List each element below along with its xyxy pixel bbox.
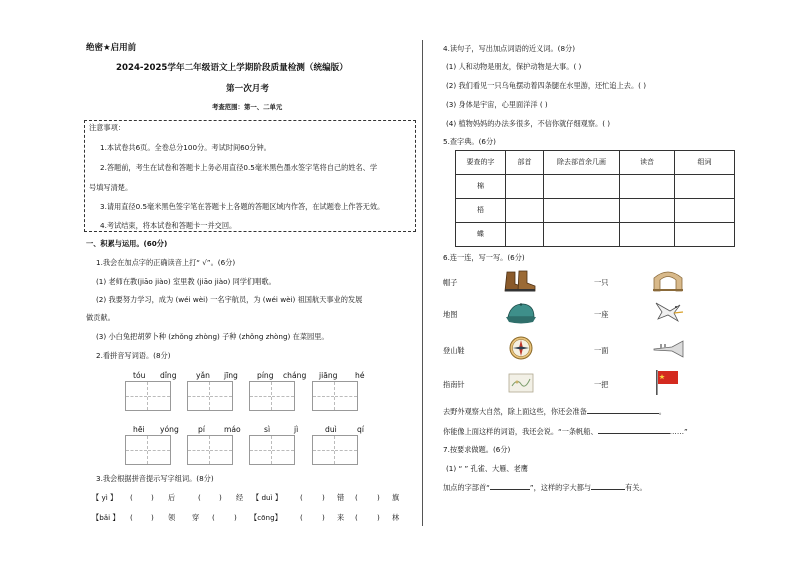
pinyin: dǐng: [160, 371, 177, 380]
q1-line: 做贡献。: [86, 313, 115, 322]
q3-paren: ): [151, 493, 154, 502]
write-box[interactable]: [187, 381, 233, 411]
match-word: 地图: [443, 310, 458, 319]
q3-paren: ): [377, 493, 380, 502]
q3-paren: (: [198, 493, 201, 502]
table-cell[interactable]: [544, 223, 620, 247]
measure-word: 一座: [594, 310, 609, 319]
q7-line: (1) “ ” 孔雀、大雁、老鹰: [446, 464, 528, 473]
match-word: 登山鞋: [443, 346, 465, 355]
arch-icon: [650, 266, 686, 292]
q3-paren: (: [300, 493, 303, 502]
secret-label: 绝密★启用前: [86, 43, 137, 53]
table-cell[interactable]: [506, 199, 544, 223]
notice-item: 号填写清楚。: [89, 183, 133, 192]
write-box[interactable]: [249, 381, 295, 411]
q6-sentence: [443, 408, 666, 415]
q3-char: 错: [337, 493, 345, 502]
q3-paren: (: [300, 513, 303, 522]
q3-pinyin: 【cōng】: [250, 513, 282, 522]
table-cell: 棉: [456, 175, 506, 199]
q3-paren: (: [130, 493, 133, 502]
q3-paren: (: [355, 513, 358, 522]
match-word: 指南针: [443, 380, 465, 389]
q4-item: (2) 我们看见一只乌龟摆动着四条腿在水里游，还忙追上去。( ): [446, 81, 647, 90]
dictionary-table: [455, 150, 735, 247]
table-cell[interactable]: [675, 199, 735, 223]
q3-pinyin: 【 yì 】: [92, 493, 118, 502]
table-cell[interactable]: [506, 223, 544, 247]
q4-item: (4) 植物妈妈的办法多很多，不信你就仔细观察。( ): [446, 119, 611, 128]
trumpet-icon: [650, 336, 686, 362]
q1-line: (1) 老师在教(jiāo jiào) 室里教 (jiāo jiào) 同学们唱歌。: [96, 277, 276, 286]
notice-item: 1.本试卷共6页。全卷总分100分。考试时间60分钟。: [100, 143, 271, 152]
table-header: 部首: [506, 151, 544, 175]
table-header: 组词: [675, 151, 735, 175]
q3-char: 林: [392, 513, 400, 522]
q3-char: 领: [168, 513, 176, 522]
table-cell: 梧: [456, 199, 506, 223]
q5-prompt: 5.查字典。(6分): [443, 137, 496, 146]
notice-title: 注意事项：: [89, 123, 125, 132]
notice-item: 2.答题前，考生在试卷和答题卡上务必用直径0.5毫米黑色墨水签字笔将自己的姓名、学: [100, 163, 378, 172]
q3-char: 经: [236, 493, 244, 502]
exam-scope: 考查范围：第一、二单元: [212, 103, 283, 111]
write-box[interactable]: [125, 435, 171, 465]
q7-text: ”，这样的字大都与: [529, 483, 592, 492]
table-cell[interactable]: [506, 175, 544, 199]
pinyin: sì: [264, 425, 271, 434]
q3-paren: ): [377, 513, 380, 522]
pinyin: cháng: [283, 371, 307, 380]
pinyin: hēi: [133, 425, 145, 434]
q6-sentence-text: 你能像上面这样的词语，我还会说。“一条帆船、: [443, 427, 598, 436]
write-box[interactable]: [125, 381, 171, 411]
q6-sentence-end: ……”: [669, 427, 688, 436]
flag-icon: [650, 369, 686, 395]
q7-line: [443, 484, 647, 491]
q1-prompt: 1.我会在加点字的正确读音上打“ √”。(6分): [96, 258, 236, 267]
q3-char: 来: [337, 513, 345, 522]
table-row: [456, 175, 735, 199]
table-cell[interactable]: [675, 175, 735, 199]
q3-char: 后: [168, 493, 176, 502]
pinyin: qí: [357, 425, 364, 434]
section-title: 一、积累与运用。(60分): [86, 239, 168, 248]
table-cell: 蝶: [456, 223, 506, 247]
answer-blank[interactable]: [587, 413, 659, 414]
pinyin: píng: [257, 371, 274, 380]
q4-item: (1) 人和动物是朋友，保护动物是大事。( ): [446, 62, 582, 71]
column-divider: [422, 40, 423, 526]
q4-item: (3) 身体是宇宙，心里面洋洋 ( ): [446, 100, 548, 109]
q4-prompt: 4.读句子，写出加点词语的近义词。(8分): [443, 44, 576, 53]
pinyin: máo: [224, 425, 241, 434]
q3-char: 旗: [392, 493, 400, 502]
q3-paren: ): [322, 493, 325, 502]
q7-prompt: 7.按要求做题。(6分): [443, 445, 511, 454]
q7-text: 有关。: [625, 483, 647, 492]
table-header: 除去部首余几画: [544, 151, 620, 175]
pinyin: yóng: [160, 425, 179, 434]
q3-paren: ): [219, 493, 222, 502]
pinyin: jīng: [224, 371, 238, 380]
q7-text: 加点的字部首“: [443, 483, 490, 492]
table-cell[interactable]: [620, 199, 675, 223]
table-row: [456, 199, 735, 223]
pinyin: yǎn: [196, 371, 210, 380]
q1-line: (2) 我要努力学习，成为 (wéi wèi) 一名宇航员，为 (wéi wèi) 祖国航天事业的发展: [96, 295, 363, 304]
exam-subtitle: 第一次月考: [226, 84, 269, 94]
measure-word: 一把: [594, 380, 609, 389]
boot-icon: [503, 268, 539, 294]
q1-line: (3) 小白兔把胡萝卜种 (zhǒng zhòng) 子种 (zhǒng zhòng) 在菜园里。: [96, 332, 329, 341]
notice-box: [84, 120, 416, 232]
q3-prompt: 3.我会根据拼音提示写字组词。(8分): [96, 474, 214, 483]
pinyin: duì: [325, 425, 337, 434]
q2-prompt: 2.看拼音写词语。(8分): [96, 351, 171, 360]
q3-paren: (: [212, 513, 215, 522]
q3-paren: ): [234, 513, 237, 522]
answer-blank[interactable]: [490, 489, 530, 490]
write-box[interactable]: [312, 381, 358, 411]
table-header: 读音: [620, 151, 675, 175]
q6-sentence-text: 去野外观察大自然，除上面这些，你还会准备: [443, 407, 587, 416]
q3-paren: (: [130, 513, 133, 522]
table-row: [456, 223, 735, 247]
answer-blank[interactable]: [598, 433, 670, 434]
notice-item: 4.考试结束，将本试卷和答题卡一并交回。: [100, 221, 237, 230]
q3-paren: ): [151, 513, 154, 522]
compass-icon: [503, 335, 539, 361]
table-cell[interactable]: [544, 175, 620, 199]
answer-blank[interactable]: [591, 489, 625, 490]
table-cell[interactable]: [544, 199, 620, 223]
table-cell[interactable]: [620, 223, 675, 247]
q3-char: 穿: [192, 513, 200, 522]
pinyin: jì: [294, 425, 299, 434]
q3-pinyin: 【 duì 】: [252, 493, 283, 502]
q3-pinyin: 【bǎi 】: [92, 513, 120, 522]
measure-word: 一只: [594, 278, 609, 287]
notice-item: 3.请用直径0.5毫米黑色签字笔在答题卡上各题的答题区域内作答，在试题卷上作答无效。: [100, 202, 385, 211]
q3-paren: ): [322, 513, 325, 522]
measure-word: 一面: [594, 346, 609, 355]
pinyin: hé: [355, 371, 365, 380]
q3-paren: (: [355, 493, 358, 502]
write-box[interactable]: [187, 435, 233, 465]
write-box[interactable]: [249, 435, 295, 465]
pinyin: tóu: [133, 371, 146, 380]
table-cell[interactable]: [675, 223, 735, 247]
table-header: 要查的字: [456, 151, 506, 175]
map-icon: [503, 370, 539, 396]
exam-title: 2024-2025学年二年级语文上学期阶段质量检测（统编版）: [116, 63, 348, 73]
bird-icon: [650, 299, 686, 325]
cap-icon: [503, 300, 539, 326]
q6-prompt: 6.连一连，写一写。(6分): [443, 253, 525, 262]
q6-sentence: [443, 428, 688, 435]
write-box[interactable]: [312, 435, 358, 465]
pinyin: jiāng: [319, 371, 338, 380]
pinyin: pí: [198, 425, 205, 434]
table-cell[interactable]: [620, 175, 675, 199]
match-word: 帽子: [443, 278, 458, 287]
q6-sentence-end: 。: [658, 407, 666, 416]
